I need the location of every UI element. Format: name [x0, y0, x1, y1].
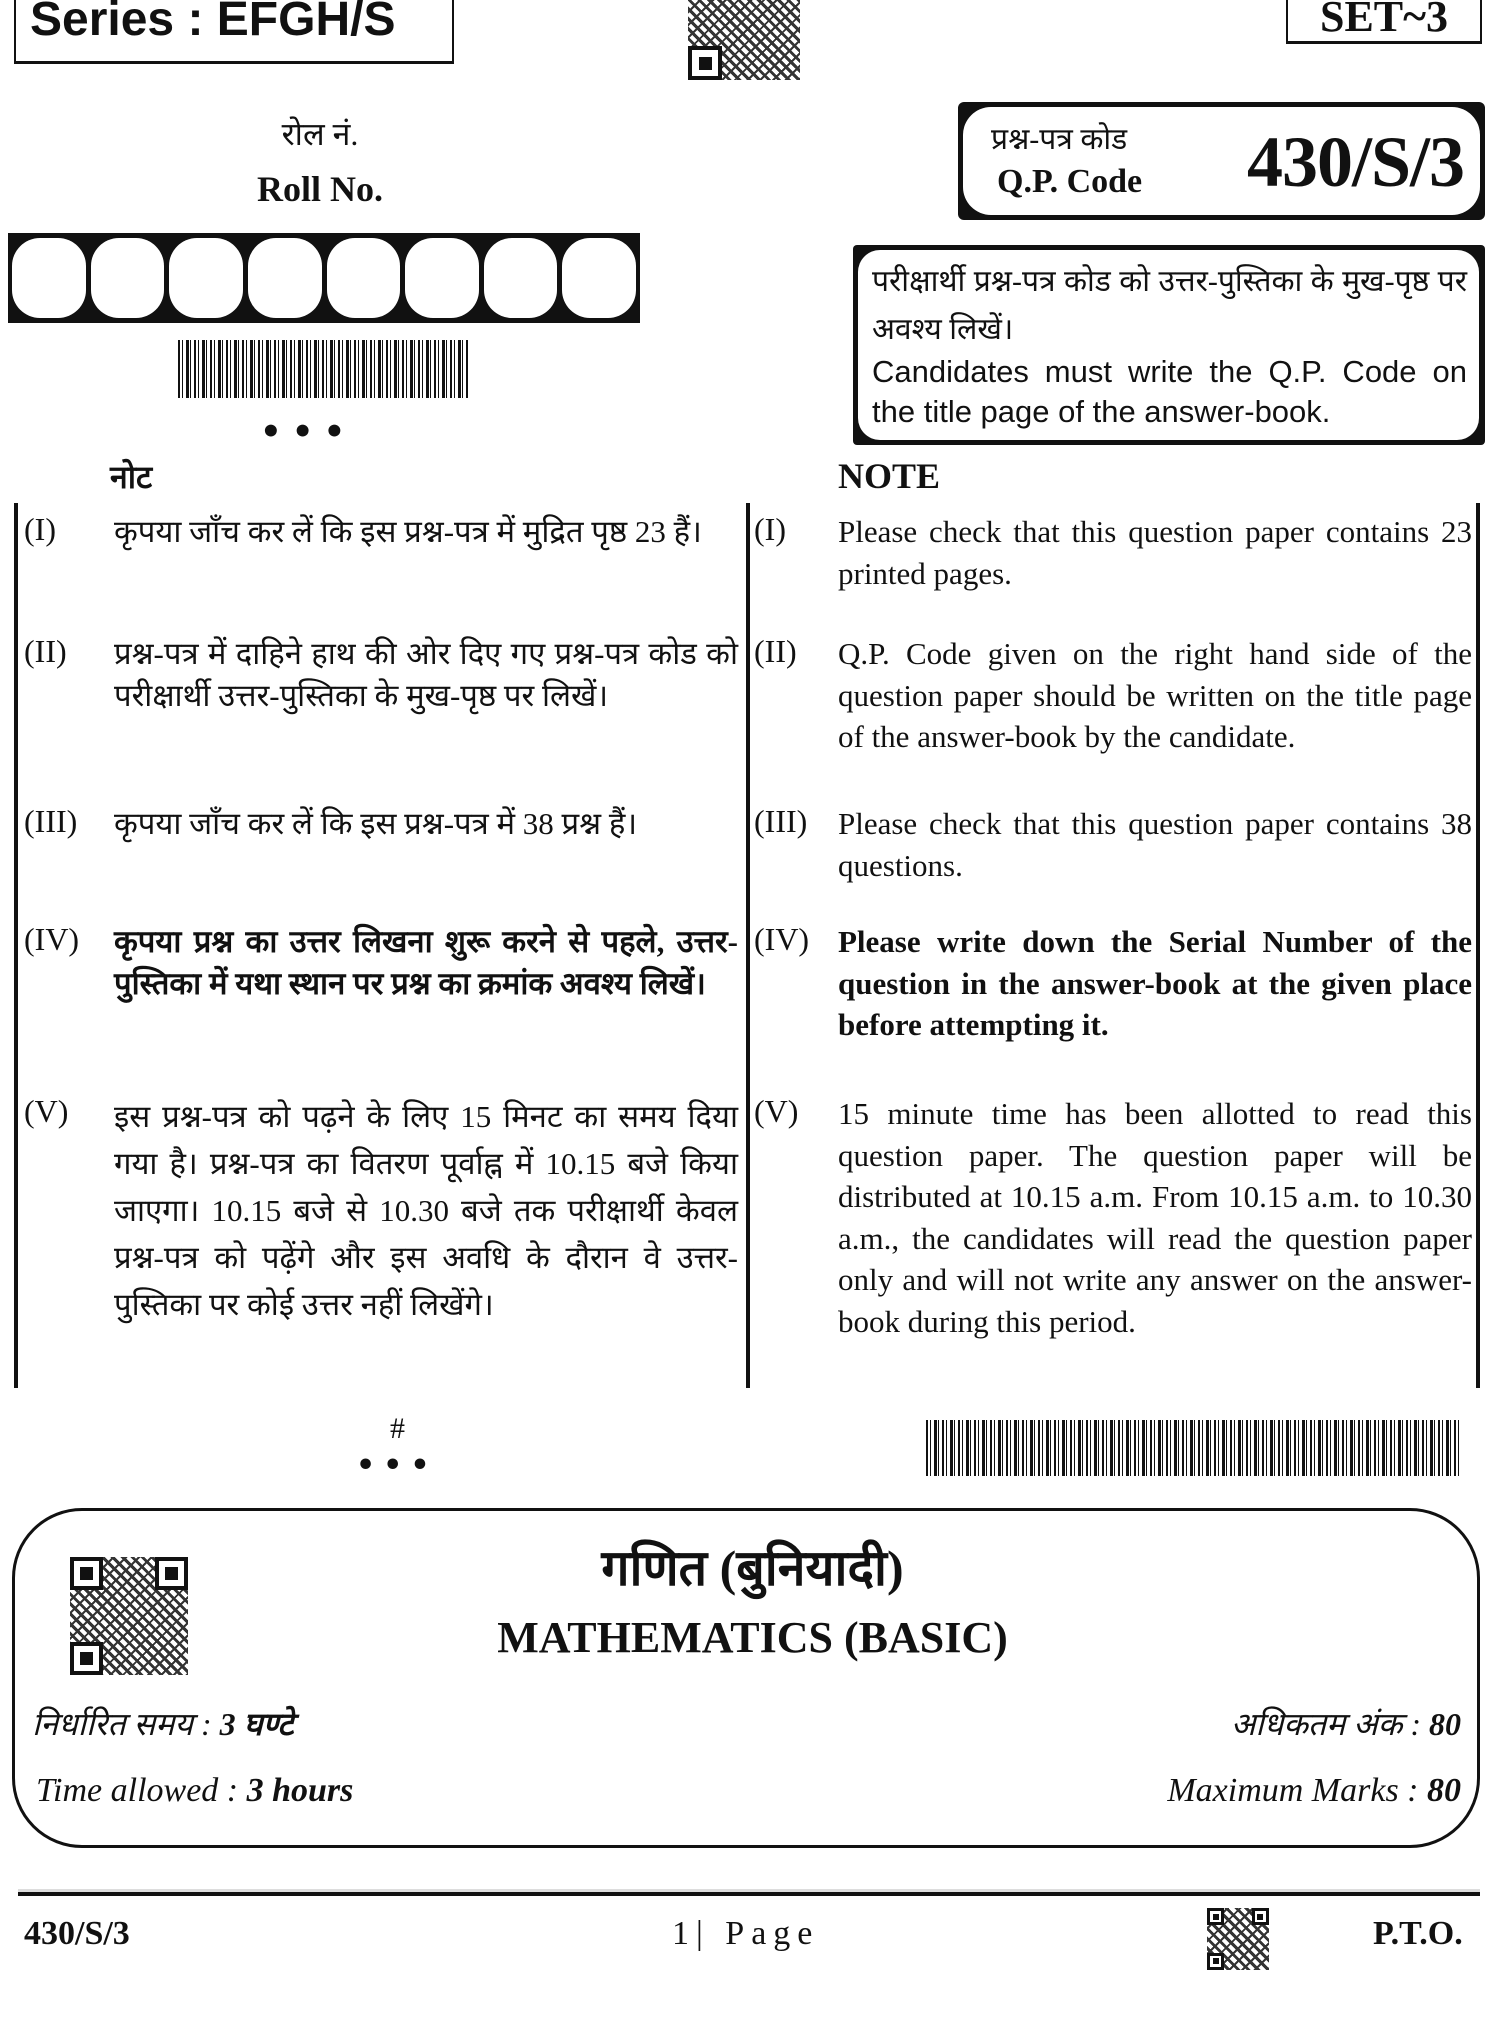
marks-value: 80: [1427, 1772, 1461, 1809]
note-number: (III): [24, 803, 78, 839]
marks-label: अधिकतम अंक :: [1230, 1706, 1429, 1742]
notes-hindi-column: [14, 503, 750, 1388]
subject-title-hindi: गणित (बुनियादी): [601, 1540, 904, 1596]
roll-cell[interactable]: [248, 238, 322, 318]
note-text: कृपया जाँच कर लें कि इस प्रश्न-पत्र में 38 प्रश्न हैं।: [114, 806, 638, 841]
time-allowed-hindi: [32, 1702, 294, 1745]
roll-cell[interactable]: [327, 238, 401, 318]
note-number: (IV): [754, 921, 810, 957]
time-value: 3 hours: [246, 1772, 354, 1809]
barcode-top: [178, 340, 470, 398]
note-number: (II): [754, 633, 797, 669]
note-text: इस प्रश्न-पत्र को पढ़ने के लिए 15 मिनट का समय दिया गया है। प्रश्न-पत्र का वितरण पूर्वाह्न में 10.15 बजे किया जाएगा। 10.15 बजे से 10.30 बजे तक परीक्षार्थी केवल प्रश्न-पत्र को पढ़ेंगे और इस अवधि के दौरान वे उत्तर-पुस्तिका पर कोई उत्तर नहीं लिखेंगे।: [114, 1099, 738, 1322]
roll-cell[interactable]: [91, 238, 165, 318]
footer-divider: [18, 1892, 1480, 1896]
note-number: (IV): [24, 921, 80, 957]
candidate-note-english: Candidates must write the Q.P. Code on the title page of the answer-book.: [872, 354, 1467, 429]
candidate-note-hindi: परीक्षार्थी प्रश्न-पत्र कोड को उत्तर-पुस्तिका के मुख-पृष्ठ पर अवश्य लिखें।: [872, 265, 1467, 346]
series-box: [14, 0, 454, 64]
max-marks-hindi: [1231, 1702, 1461, 1745]
barcode-middle: [926, 1420, 1460, 1476]
time-label: निर्धारित समय :: [32, 1706, 220, 1742]
footer-qp-code: 430/S/3: [24, 1915, 130, 1952]
dots-separator: •••: [356, 1448, 438, 1483]
roll-cell[interactable]: [12, 238, 86, 318]
note-number: (II): [24, 633, 67, 669]
pto-label: P.T.O.: [1373, 1915, 1463, 1952]
note-number: (V): [754, 1093, 799, 1129]
roll-cell[interactable]: [405, 238, 479, 318]
notes-english-column: [750, 503, 1480, 1388]
note-text: Please check that this question paper contains 23 printed pages.: [838, 514, 1472, 591]
note-number: (I): [24, 511, 56, 547]
qr-code-footer: [1207, 1908, 1269, 1970]
page-number: 1| Page: [672, 1915, 820, 1952]
qp-code-value: 430/S/3: [1246, 122, 1464, 202]
set-box: [1286, 0, 1482, 44]
qr-code-top: [688, 0, 800, 80]
note-number: (I): [754, 511, 786, 547]
roll-cell[interactable]: [169, 238, 243, 318]
subject-title-english: MATHEMATICS (BASIC): [497, 1613, 1008, 1662]
note-heading-english: NOTE: [838, 456, 941, 496]
note-number: (V): [24, 1093, 69, 1129]
set-label: SET~3: [1319, 0, 1449, 41]
roll-cell[interactable]: [484, 238, 558, 318]
roll-number-boxes: [8, 233, 640, 323]
note-text: Please check that this question paper contains 38 questions.: [838, 806, 1472, 883]
hash-mark: #: [390, 1412, 405, 1445]
marks-label: Maximum Marks :: [1167, 1772, 1427, 1809]
note-text: Please write down the Serial Number of the question in the answer-book at the given place before attempting it.: [838, 924, 1472, 1042]
roll-label-english: Roll No.: [257, 169, 383, 209]
marks-value: 80: [1429, 1706, 1461, 1742]
note-number: (III): [754, 803, 808, 839]
note-text: कृपया प्रश्न का उत्तर लिखना शुरू करने से पहले, उत्तर-पुस्तिका में यथा स्थान पर प्रश्न का क्रमांक अवश्य लिखें।: [114, 924, 738, 1001]
dots-separator: •••: [260, 412, 356, 452]
series-label: Series : EFGH/S: [30, 0, 396, 46]
max-marks-english: [1167, 1772, 1461, 1810]
time-label: Time allowed :: [36, 1772, 247, 1809]
note-text: Q.P. Code given on the right hand side of the question paper should be written on the title page of the answer-book by the candidate.: [838, 636, 1472, 754]
note-heading-hindi: नोट: [110, 459, 153, 495]
qp-code-label-hindi: प्रश्न-पत्र कोड: [991, 123, 1128, 156]
note-text: प्रश्न-पत्र में दाहिने हाथ की ओर दिए गए प्रश्न-पत्र कोड को परीक्षार्थी उत्तर-पुस्तिका के मुख-पृष्ठ पर लिखें।: [114, 636, 738, 713]
note-text: 15 minute time has been allotted to read this question paper. The question paper will be distributed at 10.15 a.m. From 10.15 a.m. to 10.30 a.m., the candidates will read the question paper only and will not write any answer on the answer-book during this period.: [838, 1096, 1472, 1339]
qp-code-box: [958, 102, 1485, 220]
qp-code-label-english: Q.P. Code: [997, 163, 1143, 200]
time-allowed-english: [36, 1772, 353, 1810]
candidate-instruction-box: [853, 245, 1485, 445]
note-text: कृपया जाँच कर लें कि इस प्रश्न-पत्र में मुद्रित पृष्ठ 23 हैं।: [114, 514, 702, 549]
time-value: 3 घण्टे: [219, 1706, 294, 1742]
roll-label-hindi: रोल नं.: [281, 116, 359, 152]
roll-cell[interactable]: [562, 238, 636, 318]
